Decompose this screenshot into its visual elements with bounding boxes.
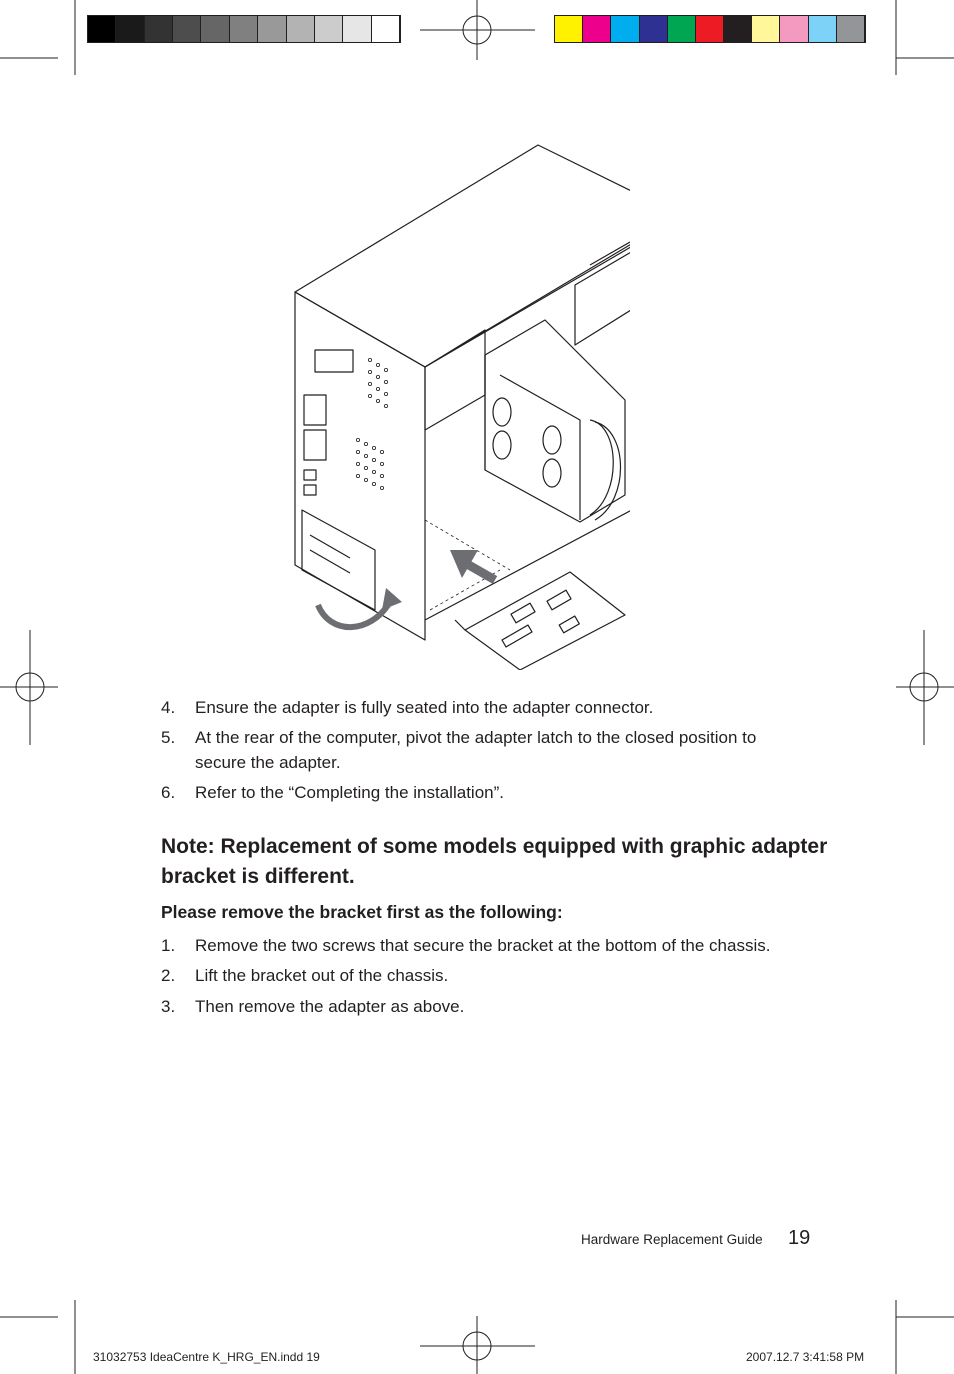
step-text: Remove the two screws that secure the bracket at the bottom of the chassis.	[195, 936, 771, 955]
step-number: 5.	[161, 728, 176, 747]
color-swatch	[837, 16, 865, 42]
step-number: 1.	[161, 936, 176, 955]
color-swatch	[116, 16, 144, 42]
color-swatch	[809, 16, 837, 42]
footer-guide-title: Hardware Replacement Guide	[581, 1232, 763, 1247]
step-text: Then remove the adapter as above.	[195, 997, 465, 1016]
process-color-bar	[554, 15, 866, 43]
color-swatch	[583, 16, 611, 42]
grayscale-color-bar	[87, 15, 401, 43]
slug-timestamp: 2007.12.7 3:41:58 PM	[746, 1350, 865, 1364]
step-number: 3.	[161, 997, 176, 1016]
step-text: At the rear of the computer, pivot the adapter latch to the closed position to secure the adapter.	[195, 728, 757, 772]
color-swatch	[372, 16, 400, 42]
color-swatch	[258, 16, 286, 42]
slug-file-info: 31032753 IdeaCentre K_HRG_EN.indd 19	[93, 1350, 320, 1364]
color-swatch	[343, 16, 371, 42]
color-swatch	[555, 16, 583, 42]
step-text: Lift the bracket out of the chassis.	[195, 966, 449, 985]
step-number: 2.	[161, 966, 176, 985]
sub-heading: Please remove the bracket first as the following:	[161, 902, 563, 922]
chassis-adapter-illustration	[290, 140, 630, 670]
color-swatch	[287, 16, 315, 42]
color-swatch	[668, 16, 696, 42]
step-text: Ensure the adapter is fully seated into the adapter connector.	[195, 698, 654, 717]
color-swatch	[752, 16, 780, 42]
color-swatch	[315, 16, 343, 42]
color-swatch	[611, 16, 639, 42]
color-swatch	[88, 16, 116, 42]
note-heading: Note: Replacement of some models equipped with graphic adapter bracket is different.	[161, 835, 828, 888]
color-swatch	[780, 16, 808, 42]
color-swatch	[640, 16, 668, 42]
color-swatch	[201, 16, 229, 42]
color-swatch	[173, 16, 201, 42]
color-swatch	[230, 16, 258, 42]
color-swatch	[724, 16, 752, 42]
color-swatch	[696, 16, 724, 42]
step-text: Refer to the “Completing the installation”.	[195, 783, 504, 802]
page-number: 19	[788, 1227, 811, 1249]
step-number: 4.	[161, 698, 176, 717]
color-swatch	[145, 16, 173, 42]
step-number: 6.	[161, 783, 176, 802]
